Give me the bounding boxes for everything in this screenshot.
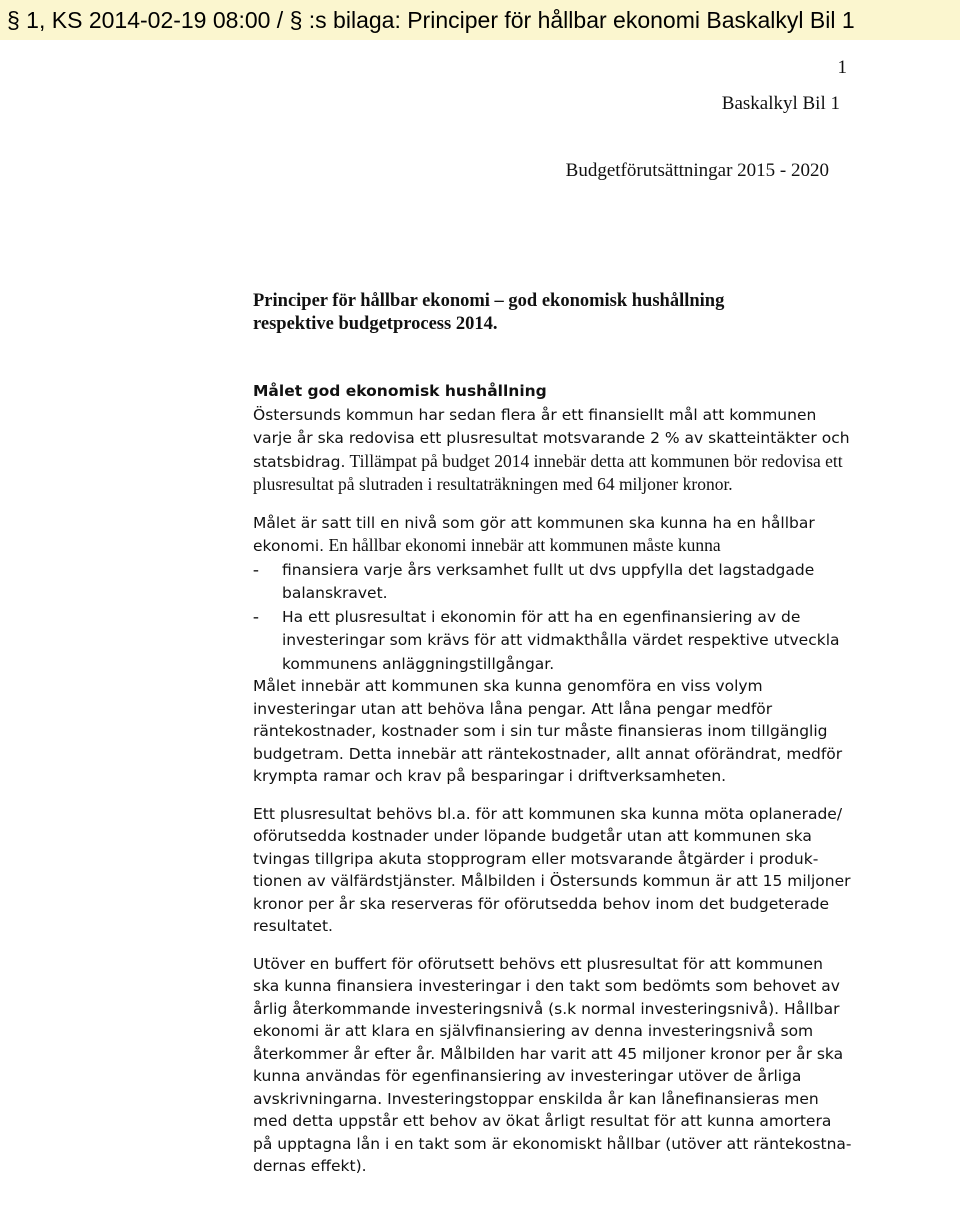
- bullet-item: [253, 558, 853, 605]
- paragraph-financial-goal: [253, 403, 853, 496]
- paragraph-goal-part-b: Tillämpat på budget 2014 innebär detta att kommunen bör redovisa ett plusresultat på slutraden i resultaträkningen med 64 miljoner kronor.: [253, 450, 843, 494]
- bullet-text: Ha ett plusresultat i ekonomin för att ha en egenfinansiering av de investeringar som krävs för att vidmakthålla värdet respektive utveckla kommunens anläggningstillgångar.: [282, 607, 840, 673]
- section-heading: Målet god ekonomisk hushållning: [253, 382, 547, 400]
- header-baskalkyl: Baskalkyl Bil 1: [721, 93, 840, 114]
- bullet-text: finansiera varje års verksamhet fullt ut dvs uppfylla det lagstadgade balanskravet.: [282, 560, 815, 602]
- bullet-dash: -: [253, 558, 259, 579]
- paragraph-level-part-b: En hållbar ekonomi innebär att kommunen måste kunna: [324, 535, 721, 555]
- paragraph-sustainable-level: [253, 511, 853, 558]
- title-line-1: Principer för hållbar ekonomi – god ekonomisk hushållning: [253, 291, 725, 311]
- paragraph-goal-part-a: Östersunds kommun har sedan flera år ett finansiellt mål att kommunen varje år ska redovisa ett plusresultat motsvarande 2 % av skatteintäkter och statsbidrag.: [253, 405, 850, 471]
- paragraph-investments: Målet innebär att kommunen ska kunna genomföra en viss volym investeringar utan att behöva låna pengar. Att låna pengar medför räntekostnader, kostnader som i sin tur måste finansieras inom tillgänglig budgetram. Detta innebär att räntekostnader, allt annat oförändrat, medför krympta ramar och krav på besparingar i driftverksamheten.: [253, 677, 843, 785]
- paragraph-buffer: Ett plusresultat behövs bl.a. för att kommunen ska kunna möta oplanerade/ oförutsedda kostnader under löpande budgetår utan att kommunen ska tvingas tillgripa akuta stopprogram eller motsvarande åtgärder i produk- tionen av välfärdstjänster. Målbilden i Östersunds kommun är att 15 miljoner kronor per år ska reserveras för oförutsedda behov inom det budgeterade resultatet.: [253, 804, 851, 935]
- title-line-2: respektive budgetprocess 2014.: [253, 314, 498, 334]
- paragraph-level-part-a: Målet är satt till en nivå som gör att kommunen ska kunna ha en hållbar ekonomi.: [253, 513, 815, 555]
- bullet-dash: -: [253, 605, 259, 626]
- document-body: [253, 380, 853, 1178]
- bullet-item: [253, 605, 853, 676]
- header-budget-period: Budgetförutsättningar 2015 - 2020: [565, 160, 829, 181]
- document-title: [253, 290, 853, 336]
- page-number: 1: [837, 57, 847, 78]
- document-banner: § 1, KS 2014-02-19 08:00 / § :s bilaga: Principer för hållbar ekonomi Baskalkyl Bil 1: [0, 0, 960, 40]
- paragraph-self-financing: Utöver en buffert för oförutsett behövs ett plusresultat för att kommunen ska kunna finansiera investeringar i den takt som bedömts som behovet av årlig återkommande investeringsnivå (s.k normal investeringsnivå). Hållbar ekonomi är att klara en självfinansiering av denna investeringsnivå som återkommer år efter år. Målbilden har varit att 45 miljoner kronor per år ska kunna användas för egenfinansiering av investeringar utöver de årliga avskrivningarna. Investeringstoppar enskilda år kan lånefinansieras men med detta uppstår ett behov av ökat årligt resultat för att kunna amortera på upptagna lån i en takt som är ekonomiskt hållbar (utöver att räntekostna- dernas effekt).: [253, 954, 852, 1175]
